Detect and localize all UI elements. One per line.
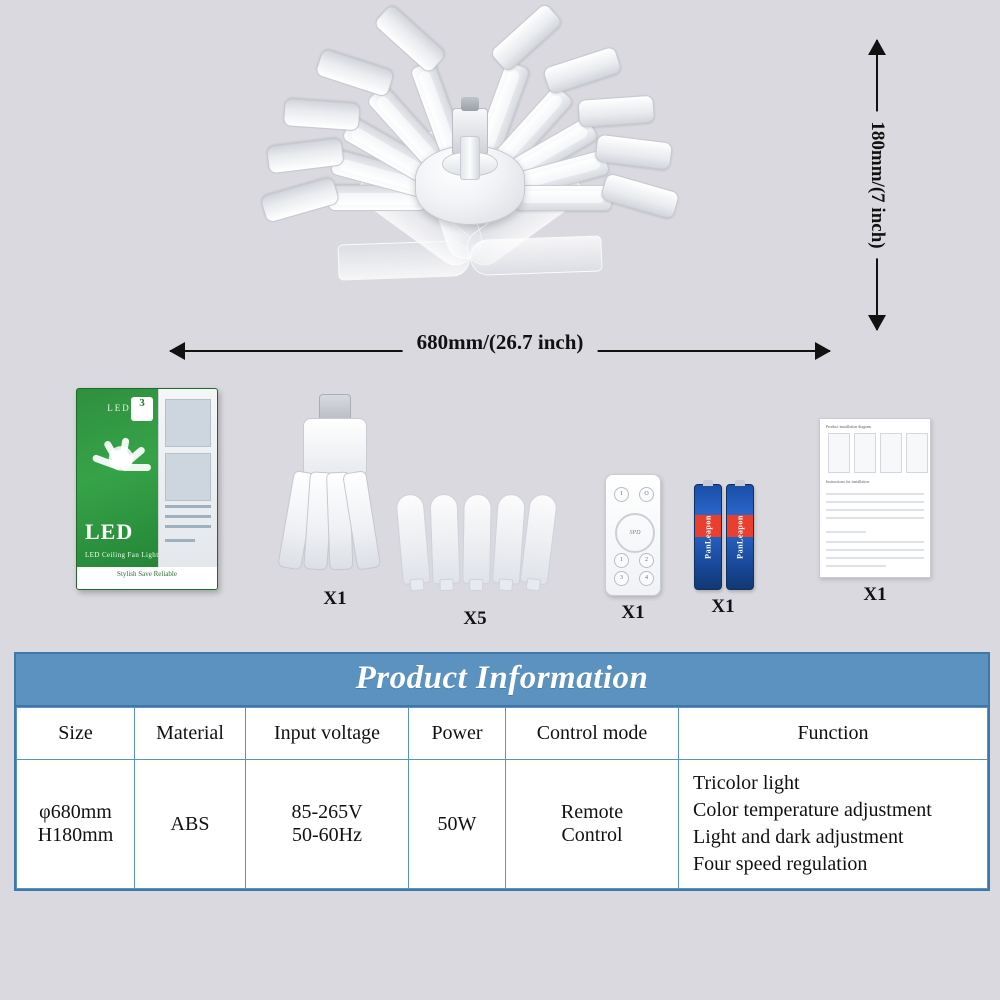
header-power: Power: [409, 708, 506, 760]
cell-function: [679, 760, 988, 889]
content-batteries: [678, 484, 768, 618]
box-footer-text: Stylish Save Reliable: [117, 570, 177, 578]
function-item-3: Light and dark adjustment: [693, 826, 904, 848]
cell-control-mode: [506, 760, 679, 889]
function-item-1: Tricolor light: [693, 772, 800, 794]
header-input-voltage: Input voltage: [246, 708, 409, 760]
content-remote: [588, 474, 678, 624]
hero-section: [0, 0, 1000, 380]
box-subtitle: LED Ceiling Fan Light: [85, 551, 159, 559]
fan-blades-icon: [395, 494, 555, 594]
box-side-panel: [158, 389, 217, 589]
cell-power: 50W: [409, 760, 506, 889]
arrow-right-icon: [815, 342, 831, 360]
qty-remote: X1: [621, 602, 645, 623]
box-footer-strip: [77, 567, 217, 589]
width-dimension: [170, 330, 830, 364]
width-label: 680mm/(26.7 inch): [403, 330, 598, 355]
lamp-unit-icon: [280, 394, 390, 584]
arrow-left-icon: [169, 342, 185, 360]
voltage-line-2: 50-60Hz: [292, 824, 362, 846]
batteries-icon: [688, 484, 758, 594]
package-contents: [0, 388, 1000, 638]
content-fan-blades: [390, 494, 560, 630]
box-brand-top: LED: [107, 403, 131, 413]
table-title: Product Information: [16, 654, 988, 707]
voltage-line-1: 85-265V: [291, 801, 363, 823]
cell-voltage: [246, 760, 409, 889]
qty-manual: X1: [863, 584, 887, 605]
qty-fan-blades: X5: [463, 608, 487, 629]
qty-lamp-unit: X1: [323, 588, 347, 609]
arrow-up-icon: [868, 39, 886, 55]
manual-heading: Product installation diagram: [826, 424, 872, 429]
battery-brand-1: PanLeapon: [703, 515, 713, 559]
table-row: [17, 760, 988, 889]
spec-table: [16, 707, 988, 889]
size-line-2: H180mm: [37, 824, 114, 846]
lamp-illustration: [90, 40, 850, 330]
arrow-down-icon: [868, 315, 886, 331]
battery-brand-2: PanLeapon: [735, 515, 745, 559]
height-label: 180mm/(7 inch): [866, 111, 888, 258]
fan-stem: [460, 136, 480, 180]
control-line-1: Remote: [560, 801, 624, 823]
content-retail-box: [62, 388, 232, 590]
user-manual-icon: [819, 418, 931, 578]
product-information-table: [14, 652, 990, 891]
header-material: Material: [135, 708, 246, 760]
control-line-2: Control: [561, 824, 623, 846]
content-lamp-unit: [270, 394, 400, 610]
height-dimension: [862, 40, 892, 330]
box-badge: 3: [131, 397, 153, 421]
function-item-4: Four speed regulation: [693, 853, 868, 875]
remote-dial-icon: SPD: [615, 513, 655, 553]
header-control-mode: Control mode: [506, 708, 679, 760]
header-function: Function: [679, 708, 988, 760]
box-fan-art-icon: [85, 429, 157, 499]
qty-batteries: X1: [711, 596, 735, 617]
box-brand-large: LED: [85, 519, 134, 544]
content-manual: [790, 418, 960, 606]
manual-section: Instructions for installation: [826, 479, 870, 484]
header-size: Size: [17, 708, 135, 760]
cell-material: ABS: [135, 760, 246, 889]
table-header-row: [17, 708, 988, 760]
size-line-1: φ680mm: [39, 801, 112, 823]
retail-box-icon: [76, 388, 218, 590]
remote-control-icon: I O 1 2 3 4 SPD: [605, 474, 661, 596]
function-item-2: Color temperature adjustment: [693, 799, 932, 821]
cell-size: [17, 760, 135, 889]
